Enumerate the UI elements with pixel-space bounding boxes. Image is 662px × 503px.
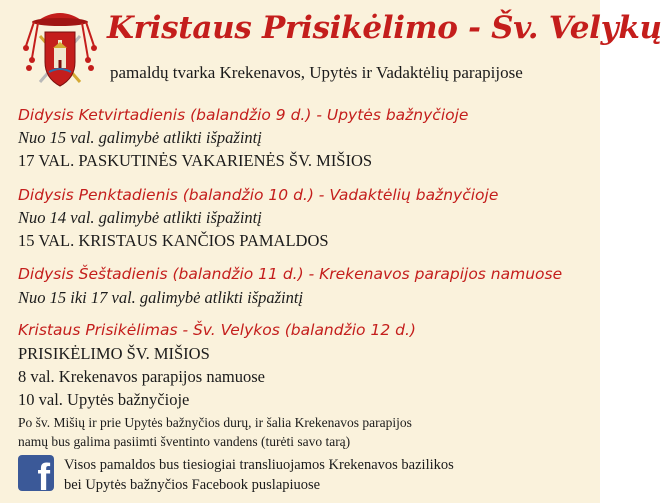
section-heading-holy-thursday: Didysis Ketvirtadienis (balandžio 9 d.) - Upytės bažnyčioje xyxy=(18,106,469,124)
holy-water-note-line: namų bus galima pasiimti šventinto vandens (turėti savo tarą) xyxy=(18,434,351,449)
schedule-line: Nuo 14 val. galimybė atlikti išpažintį xyxy=(18,208,262,227)
facebook-notice-line: bei Upytės bažnyčios Facebook puslapiuose xyxy=(64,477,321,493)
holy-water-note-line: Po šv. Mišių ir prie Upytės bažnyčios durų, ir šalia Krekenavos parapijos xyxy=(18,415,412,430)
facebook-notice xyxy=(64,455,584,495)
coat-of-arms-crest xyxy=(20,2,100,94)
schedule-line: 15 VAL. KRISTAUS KANČIOS PAMALDOS xyxy=(18,231,329,250)
schedule-line: 10 val. Upytės bažnyčioje xyxy=(18,390,190,409)
facebook-icon: f xyxy=(18,455,54,491)
schedule-line: 8 val. Krekenavos parapijos namuose xyxy=(18,367,265,386)
section-heading-holy-saturday: Didysis Šeštadienis (balandžio 11 d.) - Krekenavos parapijos namuose xyxy=(18,265,563,283)
schedule-line: 17 VAL. PASKUTINĖS VAKARIENĖS ŠV. MIŠIOS xyxy=(18,151,373,170)
page-subtitle: pamaldų tvarka Krekenavos, Upytės ir Vadaktėlių parapijose xyxy=(110,63,523,82)
schedule-line: Nuo 15 iki 17 val. galimybė atlikti išpažintį xyxy=(18,288,304,307)
schedule-line: Nuo 15 val. galimybė atlikti išpažintį xyxy=(18,128,262,147)
page-title: Kristaus Prisikėlimo - Šv. Velykų xyxy=(107,10,662,46)
schedule-line: PRISIKĖLIMO ŠV. MIŠIOS xyxy=(18,344,210,363)
section-heading-easter: Kristaus Prisikėlimas - Šv. Velykos (balandžio 12 d.) xyxy=(18,321,416,339)
section-heading-good-friday: Didysis Penktadienis (balandžio 10 d.) - Vadaktėlių bažnyčioje xyxy=(18,186,499,204)
facebook-notice-line: Visos pamaldos bus tiesiogiai transliuojamos Krekenavos bazilikos xyxy=(64,457,454,473)
